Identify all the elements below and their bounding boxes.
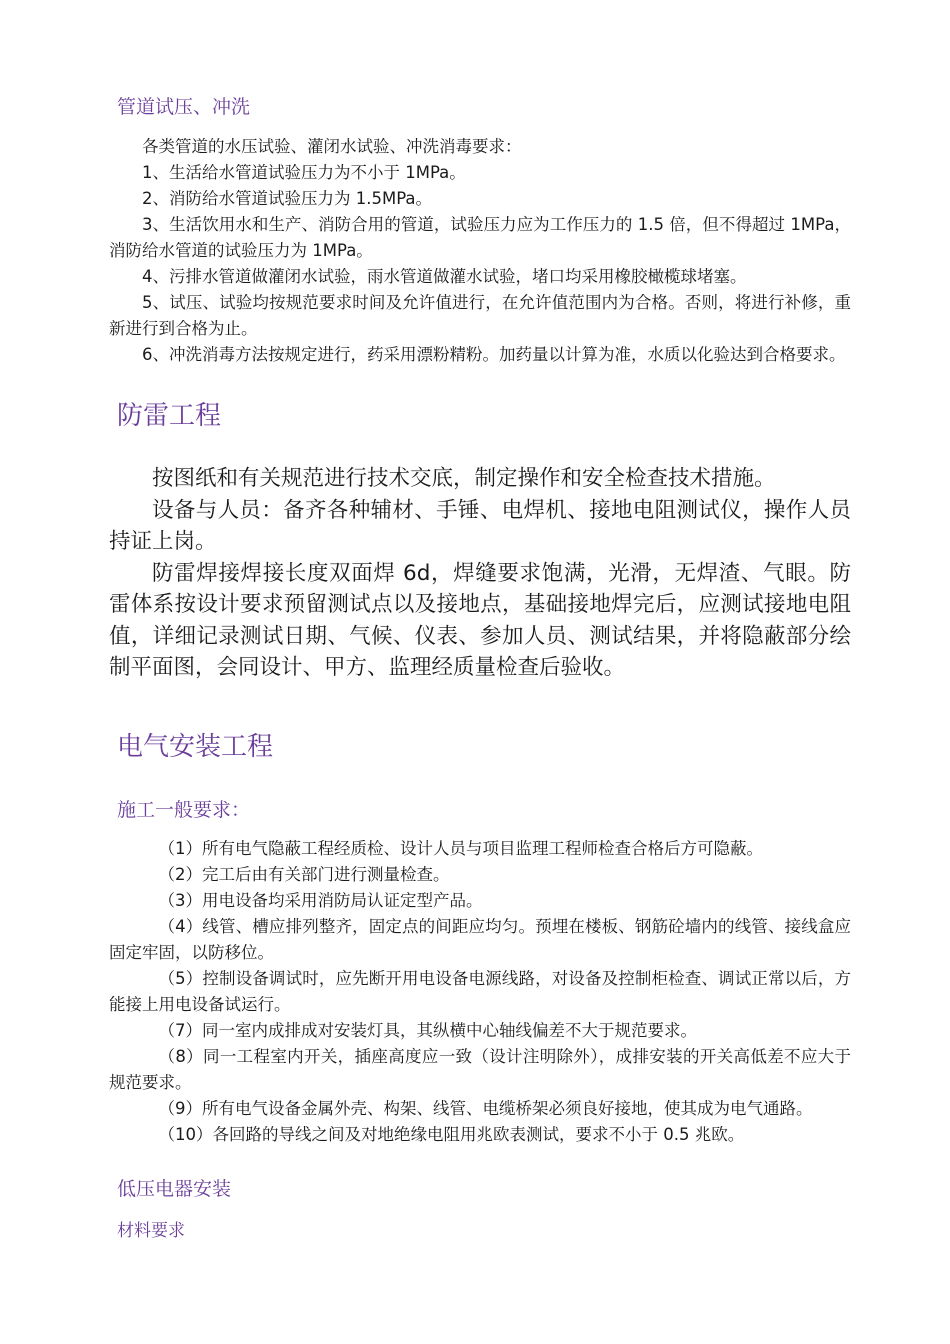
paragraph: 6、冲洗消毒方法按规定进行，药采用漂粉精粉。加药量以计算为准，水质以化验达到合格要求。 (142, 345, 846, 364)
paragraph: （1）所有电气隐蔽工程经质检、设计人员与项目监理工程师检查合格后方可隐蔽。 (158, 839, 763, 858)
paragraph: 按图纸和有关规范进行技术交底，制定操作和安全检查技术措施。 (152, 466, 776, 491)
paragraph: （7）同一室内成排成对安装灯具，其纵横中心轴线偏差不大于规范要求。 (158, 1021, 697, 1040)
paragraph: （2）完工后由有关部门进行测量检查。 (158, 865, 450, 884)
paragraph: （8）同一工程室内开关，插座高度应一致（设计注明除外），成排安装的开关高低差不应大于规范要求。 (109, 1047, 851, 1092)
pipe-test-body (109, 134, 851, 368)
subheading-material-requirements: 材料要求 (117, 1221, 185, 1241)
lightning-body (109, 463, 851, 684)
section-heading-electrical: 电气安装工程 (117, 732, 274, 762)
paragraph: 5、试压、试验均按规范要求时间及允许值进行，在允许值范围内为合格。否则，将进行补修，重新进行到合格为止。 (109, 293, 851, 338)
subheading-general-requirements: 施工一般要求： (117, 799, 251, 821)
section-heading-lightning: 防雷工程 (117, 401, 222, 431)
electrical-body (109, 836, 851, 1148)
paragraph: （9）所有电气设备金属外壳、构架、线管、电缆桥架必须良好接地，使其成为电气通路。 (158, 1099, 813, 1118)
paragraph: 2、消防给水管道试验压力为 1.5MPa。 (142, 189, 433, 208)
paragraph: 设备与人员：备齐各种辅材、手锤、电焊机、接地电阻测试仪，操作人员持证上岗。 (109, 497, 851, 554)
paragraph: （5）控制设备调试时，应先断开用电设备电源线路，对设备及控制柜检查、调试正常以后，方能接上用电设备试运行。 (109, 969, 851, 1014)
paragraph: 1、生活给水管道试验压力为不小于 1MPa。 (142, 163, 466, 182)
section-heading-low-voltage: 低压电器安装 (117, 1178, 232, 1200)
paragraph: 3、生活饮用水和生产、消防合用的管道，试验压力应为工作压力的 1.5 倍，但不得超过 1MPa，消防给水管道的试验压力为 1MPa。 (109, 215, 851, 260)
paragraph: （10）各回路的导线之间及对地绝缘电阻用兆欧表测试，要求不小于 0.5 兆欧。 (158, 1125, 745, 1144)
paragraph: 各类管道的水压试验、灌闭水试验、冲洗消毒要求： (142, 137, 522, 156)
paragraph: （4）线管、槽应排列整齐，固定点的间距应均匀。预埋在楼板、钢筋砼墙内的线管、接线盒应固定牢固，以防移位。 (109, 917, 851, 962)
paragraph: （3）用电设备均采用消防局认证定型产品。 (158, 891, 483, 910)
paragraph: 防雷焊接焊接长度双面焊 6d，焊缝要求饱满，光滑，无焊渣、气眼。防雷体系按设计要求预留测试点以及接地点，基础接地焊完后，应测试接地电阻值，详细记录测试日期、气候、仪表、参加人员、测试结果，并将隐蔽部分绘制平面图，会同设计、甲方、监理经质量检查后验收。 (109, 560, 851, 680)
paragraph: 4、污排水管道做灌闭水试验，雨水管道做灌水试验，堵口均采用橡胶橄榄球堵塞。 (142, 267, 747, 286)
section-heading-pipe-test: 管道试压、冲洗 (117, 96, 251, 118)
